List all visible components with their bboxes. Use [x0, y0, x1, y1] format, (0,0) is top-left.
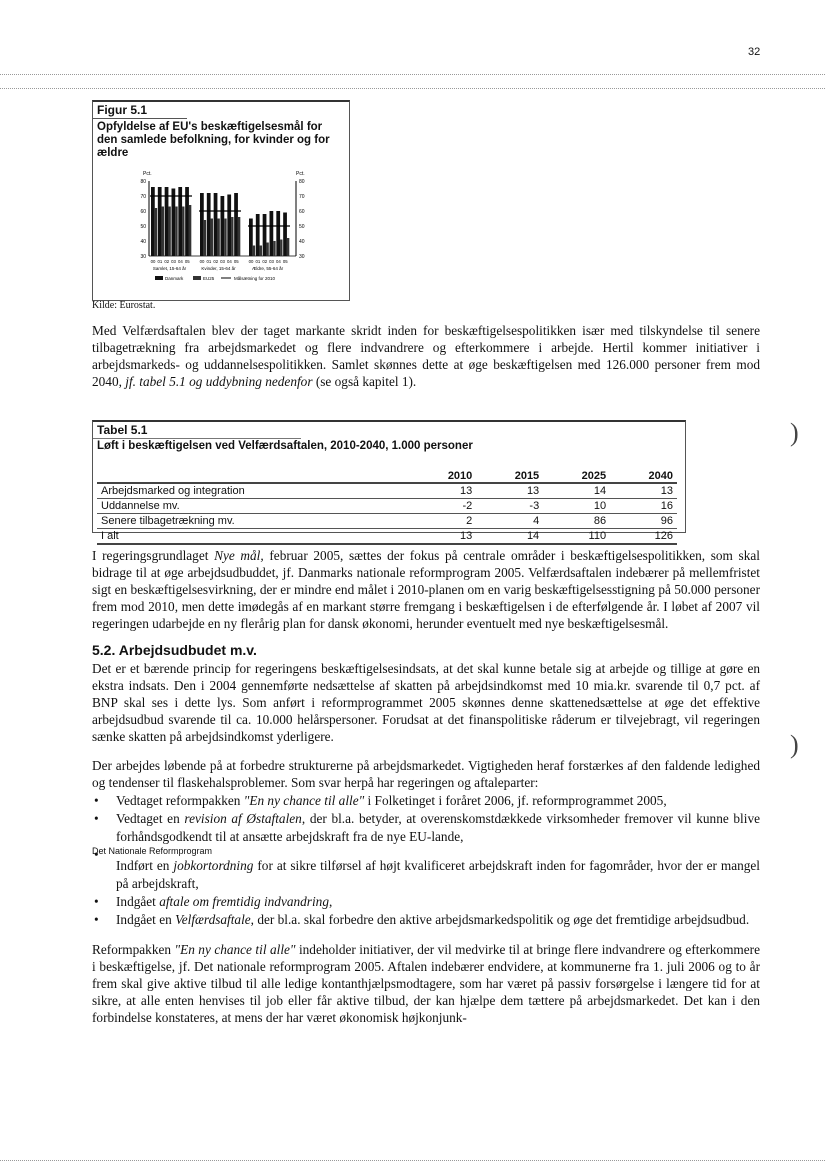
y-tick-label: 30 — [140, 254, 146, 260]
bar-danmark — [263, 214, 267, 256]
x-tick-label: 00 — [199, 259, 205, 264]
row-label: Senere tilbagetrækning mv. — [97, 514, 409, 529]
bar-danmark — [283, 213, 287, 257]
legend-label: Danmark — [165, 276, 184, 281]
table-cell: 13 — [409, 529, 476, 545]
figure-source: Kilde: Eurostat. — [92, 300, 156, 311]
x-tick-label: 05 — [282, 259, 288, 264]
y-tick-label: 70 — [140, 194, 146, 200]
group-label: Ældre, 55-64 år — [251, 266, 284, 271]
table-cell: 14 — [476, 529, 543, 545]
table-cell: 10 — [543, 499, 610, 514]
legend-label: Målsætning for 2010 — [234, 276, 276, 281]
list-item — [116, 810, 760, 846]
table-cell: 86 — [543, 514, 610, 529]
bar-eu25 — [273, 241, 275, 256]
y-tick-label: 40 — [140, 239, 146, 245]
bar-danmark — [276, 211, 280, 256]
table-5-1 — [92, 420, 686, 542]
column-header: 2025 — [543, 470, 610, 483]
bar-danmark — [270, 211, 274, 256]
column-header: 2010 — [409, 470, 476, 483]
bar-danmark — [227, 195, 231, 257]
bar-eu25 — [260, 246, 262, 257]
table-cell: 2 — [409, 514, 476, 529]
spacer — [92, 745, 760, 757]
legend-swatch-eu25 — [193, 276, 201, 280]
y-axis-label-left: Pct. — [143, 171, 152, 177]
table-cell: -2 — [409, 499, 476, 514]
text: indeholder initiativer, der vil medvirke til at bringe flere indvandrere og efterkommere i beskæftigelse, jf. Det nationale reformprogram 2005. Aftalen indebærer endvidere, at kommunerne fra 1. juli 2006 og to år frem skal give aktive tilbud til alle ledige kontanthjælpsmodtagere, som har været på passiv forsørgelse i længere tid for at sikre, at alle enten henvises til job eller får aktive tilbud, der kan hjælpe dem tættere på arbejdsmarkedet. Det kan i den forbindelse konstateres, at mens der har været økonomisk højkonjunk- — [92, 942, 760, 1025]
bar-eu25 — [266, 243, 268, 257]
list-item — [116, 893, 760, 911]
text: Det er et bærende princip for regeringens beskæftigelsesindsats, at det skal kunne betale sig at arbejde og tillige at gøre en ekstra indsats. Den i 2004 gennemførte nedsættelse af skatten på arbejdsindkomst med 10 mia.kr. svarende til 0,7 pct. af BNP skal ses i dette lys. Som anført i reformprogrammet 2005 skønnes denne skattenedsættelse at øge det effektive arbejdsudbud svarende til ca. 10.000 helårspersoner. Forudsat at det finanspolitiske råderum er tilvejebragt, vil regeringen sænke skatten på arbejdsindkomst yderligere. — [92, 661, 760, 744]
table-reference: jf. tabel 5.1 og uddybning nedenfor — [125, 374, 313, 389]
paragraph-2 — [92, 547, 760, 632]
bar-eu25 — [287, 238, 289, 256]
legend-label: EU25 — [203, 276, 215, 281]
y-tick-label: 60 — [299, 209, 305, 215]
text: (se også kapitel 1). — [312, 374, 417, 389]
bar-danmark — [200, 193, 204, 256]
x-tick-label: 03 — [220, 259, 225, 264]
y-axis-label-right: Pct. — [296, 171, 305, 177]
scan-mark: ) — [790, 418, 799, 447]
spacer — [92, 929, 760, 941]
x-tick-label: 00 — [248, 259, 254, 264]
bar-eu25 — [175, 207, 177, 257]
table-header-row — [97, 470, 677, 483]
bar-eu25 — [182, 207, 184, 257]
group-label: Samlet, 15-64 år — [152, 266, 187, 271]
table-cell: 13 — [409, 483, 476, 499]
table-row — [97, 514, 677, 529]
x-tick-label: 03 — [269, 259, 274, 264]
bar-danmark — [249, 219, 253, 257]
x-tick-label: 01 — [206, 259, 212, 264]
text: I regeringsgrundlaget — [92, 548, 215, 563]
y-tick-label: 60 — [140, 209, 146, 215]
bar-danmark — [234, 193, 238, 256]
y-tick-label: 80 — [299, 179, 305, 185]
x-tick-label: 00 — [150, 259, 156, 264]
bar-danmark — [158, 187, 162, 256]
page-number: 32 — [748, 46, 761, 58]
table-row — [97, 529, 677, 545]
x-tick-label: 02 — [164, 259, 170, 264]
table-row — [97, 483, 677, 499]
bar-eu25 — [162, 207, 164, 257]
bullet-list — [92, 792, 760, 929]
footer-rule — [0, 1160, 825, 1161]
text-emphasis: "En ny chance til alle" — [243, 793, 365, 808]
text-emphasis: jobkortordning — [173, 858, 254, 873]
x-tick-label: 05 — [184, 259, 190, 264]
table-cell: 14 — [543, 483, 610, 499]
x-tick-label: 04 — [226, 259, 232, 264]
x-tick-label: 02 — [262, 259, 268, 264]
table-cell: 16 — [610, 499, 677, 514]
section-heading: 5.2. Arbejdsudbudet m.v. — [92, 642, 257, 658]
table-title: Løft i beskæftigelsen ved Velfærdsaftalen, 2010-2040, 1.000 personer — [97, 440, 473, 452]
table-cell: 13 — [476, 483, 543, 499]
text: i Folketinget i foråret 2006, jf. reformprogrammet 2005, — [364, 793, 667, 808]
text: Indført en — [116, 858, 174, 873]
column-header: 2040 — [610, 470, 677, 483]
bar-eu25 — [253, 246, 255, 257]
bar-danmark — [151, 187, 155, 256]
legend-swatch-danmark — [155, 276, 163, 280]
x-tick-label: 03 — [171, 259, 176, 264]
list-item — [92, 846, 761, 893]
bar-eu25 — [224, 219, 226, 257]
bar-danmark — [214, 193, 218, 256]
table-cell: 13 — [610, 483, 677, 499]
paragraph-4 — [92, 757, 760, 929]
list-item — [116, 792, 760, 810]
x-tick-label: 04 — [177, 259, 183, 264]
text-emphasis: aftale om fremtidig indvandring — [159, 894, 329, 909]
x-tick-label: 04 — [275, 259, 281, 264]
bar-danmark — [165, 187, 169, 256]
paragraph-3 — [92, 660, 760, 745]
bar-eu25 — [155, 208, 157, 256]
bar-chart — [93, 142, 349, 300]
figure-5-1 — [92, 100, 350, 301]
body-flow — [92, 322, 760, 1026]
text: , — [328, 894, 333, 909]
text-emphasis: revision af Østaftalen — [184, 811, 302, 826]
table-row — [97, 499, 677, 514]
overprint-text: • Det Nationale Reformprogram — [92, 846, 213, 856]
text-emphasis: Velfærdsaftale — [175, 912, 251, 927]
text: Der arbejdes løbende på at forbedre strukturerne på arbejdsmarkedet. Vigtigheden heraf forstærkes af den faldende ledighed og tendenser til flaskehalsproblemer. Som svar herpå har regeringen og aftaleparter: — [92, 758, 760, 790]
text-emphasis: "En ny chance til alle" — [174, 942, 296, 957]
bar-eu25 — [280, 240, 282, 257]
y-tick-label: 50 — [140, 224, 146, 230]
y-tick-label: 50 — [299, 224, 305, 230]
scan-mark: ) — [790, 730, 799, 759]
bar-danmark — [221, 196, 225, 256]
text: , der bl.a. betyder, at overenskomstdækkede virksomheder fremover vil kunne blive forhåndsgodkendt til at ansætte arbejdskraft fra de nye EU-lande, — [116, 811, 760, 844]
row-label: I alt — [97, 529, 409, 545]
header-rule — [0, 74, 825, 75]
figure-title: Opfyldelse af EU's beskæftigelsesmål for den samlede befolkning, for kvinder og for ældre — [97, 121, 330, 159]
text: Vedtaget reformpakken — [116, 793, 244, 808]
y-tick-label: 70 — [299, 194, 305, 200]
bar-danmark — [185, 187, 189, 256]
x-tick-label: 02 — [213, 259, 219, 264]
x-tick-label: 01 — [255, 259, 261, 264]
bar-eu25 — [211, 219, 213, 257]
bar-danmark — [207, 193, 211, 256]
text: februar 2005, sættes der fokus på centrale områder i beskæftigelsespolitikken, som skal bidrage til at øge arbejdsudbuddet, jf. Danmarks nationale reformprogram 2005. Velfærdsaftalen indebærer på mellemfristet sigt en beskæftigelsesvirkning, der er mindre end målet i 2010-planen om en varig beskæftigelsesstigning på 50.000 personer frem mod 2010, men dette imødegås af en markant større fremgang i beskæftigelsen i de efterfølgende år. I løbet af 2007 vil regeringen udarbejde en ny flerårig plan for dansk økonomi, herunder eventuelt med nye beskæftigelsesmål. — [92, 548, 760, 631]
bar-eu25 — [231, 217, 233, 256]
x-tick-label: 05 — [233, 259, 239, 264]
bar-eu25 — [168, 207, 170, 257]
text: Med Velfærdsaftalen blev der taget markante skridt inden for beskæftigelsespolitikken især med tilskyndelse til senere tilbagetrækning fra arbejdsmarkedet og flere indvandrere og efterkommere i arbejde. Hertil kommer initiativer i arbejdsmarkeds- og uddannelsespolitikken. Samlet skønnes dette at øge beskæftigelsen med 126.000 personer frem mod 2040, — [92, 323, 760, 389]
table-cell: 96 — [610, 514, 677, 529]
data-table — [97, 470, 677, 545]
bar-eu25 — [238, 217, 240, 256]
text: for at sikre tilførsel af højt kvalificeret arbejdskraft inden for fagområder, hvor der er mangel på arbejdskraft, — [116, 858, 761, 891]
paragraph-5 — [92, 941, 760, 1026]
list-item — [116, 911, 760, 929]
x-tick-label: 01 — [157, 259, 163, 264]
text: Indgået — [116, 894, 160, 909]
text-emphasis: Nye mål, — [214, 548, 264, 563]
text: Indgået en — [116, 912, 176, 927]
y-tick-label: 80 — [140, 179, 146, 185]
column-header — [97, 470, 409, 483]
bar-eu25 — [204, 220, 206, 256]
group-label: Kvinder, 15-64 år — [201, 266, 236, 271]
column-header: 2015 — [476, 470, 543, 483]
bar-danmark — [172, 189, 176, 257]
bar-eu25 — [217, 219, 219, 257]
row-label: Arbejdsmarked og integration — [97, 483, 409, 499]
text: , der bl.a. skal forbedre den aktive arbejdsmarkedspolitik og øge det fremtidige arbejdsudbud. — [250, 912, 750, 927]
header-rule — [0, 88, 825, 89]
text: Vedtaget en — [116, 811, 185, 826]
table-cell: 110 — [543, 529, 610, 545]
y-tick-label: 30 — [299, 254, 305, 260]
table-cell: 4 — [476, 514, 543, 529]
row-label: Uddannelse mv. — [97, 499, 409, 514]
y-tick-label: 40 — [299, 239, 305, 245]
text: Reformpakken — [92, 942, 175, 957]
paragraph-1 — [92, 322, 760, 390]
bar-danmark — [178, 187, 182, 256]
table-cell: -3 — [476, 499, 543, 514]
table-label: Tabel 5.1 — [93, 422, 301, 439]
bar-eu25 — [189, 205, 191, 256]
figure-label: Figur 5.1 — [93, 102, 187, 119]
table-cell: 126 — [610, 529, 677, 545]
bar-danmark — [256, 214, 260, 256]
